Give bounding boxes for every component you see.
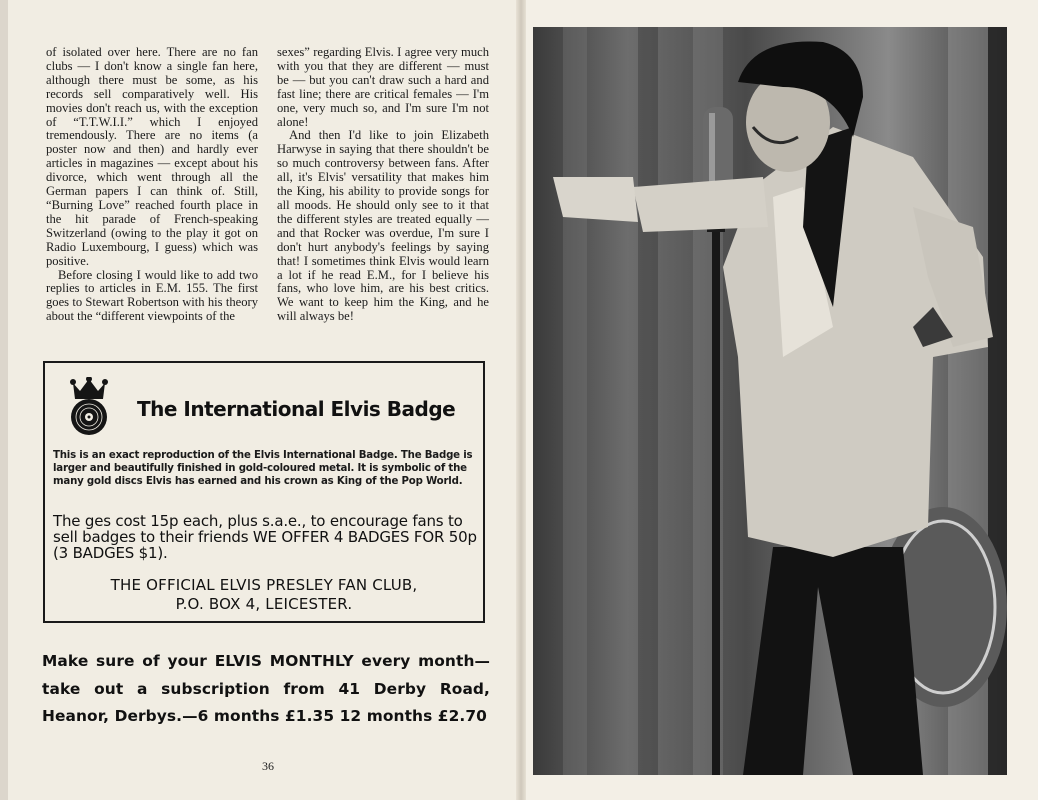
elvis-photo [533, 27, 1007, 775]
article-column-1 [46, 46, 258, 324]
photo-illustration [533, 27, 1007, 775]
fan-club-address [45, 576, 483, 614]
address-line: P.O. BOX 4, LEICESTER. [175, 595, 353, 613]
article-paragraph: Before closing I would like to add two replies to articles in E.M. 155. The first goes to Stewart Robertson with his theory about the “different viewpoints of the [46, 267, 258, 324]
page-gutter [516, 0, 526, 800]
article-column-2 [277, 46, 489, 324]
badge-advertisement [43, 361, 485, 623]
crown-disc-icon [67, 377, 111, 437]
article-paragraph: sexes” regarding Elvis. I agree very much with you that they are different — must be — but you can't draw such a hard and fast line; there are critical females — I'm one, very much so, and I'm sure I'm not alone! [277, 45, 489, 129]
subscription-notice: Make sure of your ELVIS MONTHLY every month—take out a subscription from 41 Derby Road, Heanor, Derbys.—6 months £1.35 12 months £2.70 [42, 652, 490, 725]
article-paragraph: And then I'd like to join Elizabeth Harwyse in saying that there shouldn't be so much controversy between fans. After all, it's Elvis' versatility that makes him the King, his ability to provide songs for all moods. He should only see to it that the different styles are treated equally — and that Rocker was overdue, I'm sure I don't hurt anybody's feelings by saying that! I sometimes think Elvis would learn a lot if he read E.M., for I believe his fans, who love him, are his best critics. We want to keep him the King, and he will always be! [277, 128, 489, 324]
ad-title: The International Elvis Badge [137, 397, 456, 421]
article-paragraph: of isolated over here. There are no fan clubs — I don't know a single fan here, although there must be some, as his records sell comparatively well. His movies don't reach us, with the exception of “T.T.W.I.I.” which I enjoyed tremendously. There are no items (a poster now and then) and hardly ever articles in magazines — except about his divorce, which went through all the German papers I can think of. Still, “Burning Love” reached fourth place in the hit parade of French-speaking Switzerland (owing to the play it got on Radio Luxembourg, I guess) which was positive. [46, 45, 258, 268]
ad-offer: The ges cost 15p each, plus s.a.e., to encourage fans to sell badges to their friends WE OFFER 4 BADGES FOR 50p (3 BADGES $1). [53, 512, 477, 562]
page-number: 36 [262, 759, 274, 773]
address-line: THE OFFICIAL ELVIS PRESLEY FAN CLUB, [110, 576, 418, 594]
ad-description: This is an exact reproduction of the Elvis International Badge. The Badge is larger and beautifully finished in gold-coloured metal. It is symbolic of the many gold discs Elvis has earned and his crown as King of the Pop World. [53, 450, 473, 487]
